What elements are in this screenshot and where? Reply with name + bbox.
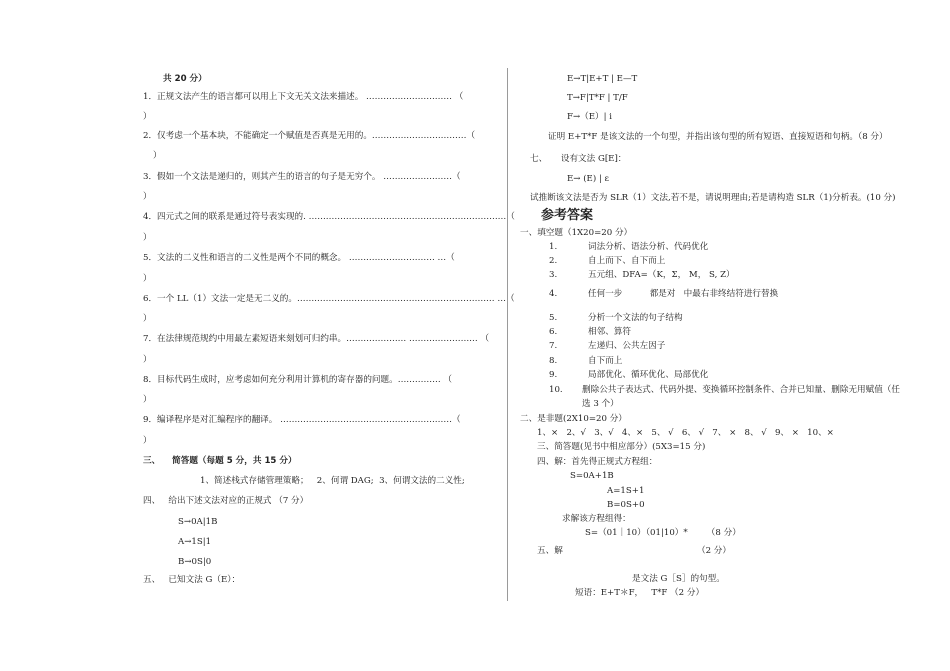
fill-answer-number: 9.	[549, 370, 558, 380]
fill-in-heading: 一、填空题（1X20=20 分）	[520, 228, 633, 238]
q4-equation-b: B=0S+0	[607, 500, 645, 510]
tf-question-4: 4．四元式之间的联系是通过符号表实现的. ……………………………………………………………（	[143, 212, 515, 222]
fill-answer-text: 任何一步 都是对 中最右非终结符进行替换	[588, 289, 779, 299]
short-answer-heading: 三、简答题(见书中相应部分）(5X3=15 分)	[537, 442, 706, 452]
grammar-rule-b: B→0S|0	[178, 557, 212, 567]
section-3-heading: 三、 简答题（每题 5 分，共 15 分）	[143, 456, 297, 466]
tf-question-2: 2．仅考虑一个基本块，不能确定一个赋值是否真是无用的。……………………………（	[143, 131, 476, 141]
column-divider	[507, 68, 508, 601]
q5-score: （2 分）	[697, 546, 731, 556]
q5-answer-heading: 五、解	[537, 546, 563, 556]
fill-answer-number: 2.	[549, 256, 558, 266]
fill-answer-text: 删除公共子表达式、代码外提、变换循环控制条件、合并已知量、删除无用赋值（任	[582, 385, 900, 395]
tf-question-9-close: ）	[143, 436, 152, 446]
grammar-rule-a: A→1S|1	[178, 537, 212, 547]
fill-answer-text: 相邻、算符	[588, 327, 631, 337]
tf-question-1-close: ）	[143, 112, 152, 122]
fill-answer-text: 自下而上	[588, 356, 623, 366]
grammar-rule-s: S→0A|1B	[178, 517, 218, 527]
tf-question-9: 9．编译程序是对汇编程序的翻译。 ……………………………………………………（	[143, 415, 461, 425]
fill-answer-number: 5.	[549, 313, 558, 323]
question-5-text: 证明 E+T*F 是该文法的一个句型，并指出该句型的所有短语、直接短语和句柄。（8 分）	[548, 132, 888, 142]
question-7-heading: 七、 设有文法 G[E]：	[530, 154, 627, 164]
fill-answer-text: 自上而下、自下而上	[588, 256, 666, 266]
tf-question-2-close: ）	[153, 151, 162, 161]
fill-answer-number: 3.	[549, 270, 558, 280]
tf-question-8: 8．目标代码生成时，应考虑如何充分利用计算机的寄存器的问题。…………… （	[143, 375, 452, 385]
fill-answer-number: 8.	[549, 356, 558, 366]
section-intro: 共 20 分）	[163, 74, 207, 84]
section-4-heading: 四、 给出下述文法对应的正规式 （7 分）	[143, 496, 309, 506]
tf-question-6: 6．一个 LL（1）文法一定是无二义的。…………………………………………………………… …（	[143, 294, 515, 304]
q4-solve-text: 求解该方程组得：	[562, 514, 631, 524]
answers-title: 参考答案	[541, 208, 594, 223]
fill-answer-number: 4.	[549, 289, 558, 299]
fill-answer-number: 7.	[549, 341, 558, 351]
fill-answer-number: 1.	[549, 242, 558, 252]
tf-question-6-close: ）	[143, 314, 152, 324]
question-7-body: 试推断该文法是否为 SLR（1）文法,若不是，请说明理由;若是请构造 SLR（1)分析表。(10 分)	[530, 193, 896, 203]
fill-answer-continued: 选 3 个）	[582, 399, 619, 409]
grammar-line-t: T→F|T*F | T/F	[567, 93, 628, 103]
tf-question-5-close: ）	[143, 274, 152, 284]
true-false-answers: 1、× 2、√ 3、√ 4、× 5、 √ 6、 √ 7、 × 8、 √ 9、 × 10、×	[537, 428, 834, 438]
q5-phrases: 短语：E+T＊F， T*F （2 分）	[575, 588, 705, 598]
fill-answer-text: 局部优化、循环优化、局部优化	[588, 370, 709, 380]
tf-question-4-close: ）	[143, 233, 152, 243]
grammar-line-e: E→T|E+T | E—T	[567, 74, 638, 84]
fill-answer-text: 词法分析、语法分析、代码优化	[588, 242, 709, 252]
tf-question-3-close: ）	[143, 192, 152, 202]
fill-answer-number: 6.	[549, 327, 558, 337]
q4-equation-s: S=0A+1B	[570, 471, 614, 481]
true-false-heading: 二、是非题(2X10=20 分）	[520, 414, 627, 424]
tf-question-1: 1．正规文法产生的语言都可以用上下文无关文法来描述。 ………………………… （	[143, 92, 464, 102]
tf-question-7: 7．在法律规范规约中用最左素短语来刻划可归约串。………………… …………………… （	[143, 334, 490, 344]
question-7-rule: E→ (E) | ε	[567, 174, 609, 184]
q4-answer-heading: 四、解：首先得正规式方程组：	[537, 457, 658, 467]
q4-result: S=（01｜10）（01|10）* （8 分）	[585, 528, 741, 538]
tf-question-3: 3．假如一个文法是递归的，则其产生的语言的句子是无穷个。 ……………………（	[143, 172, 461, 182]
tf-question-5: 5．文法的二义性和语言的二义性是两个不同的概念。 ………………………… …（	[143, 253, 455, 263]
fill-answer-text: 五元组、DFA=（K，Σ， M， S, Z）	[588, 270, 735, 280]
fill-answer-text: 左递归、公共左因子	[588, 341, 666, 351]
fill-answer-text: 分析一个文法的句子结构	[588, 313, 683, 323]
section-3-body: 1、简述栈式存储管理策略； 2、何谓 DAG; 3、何谓文法的二义性;	[200, 476, 465, 486]
grammar-line-f: F→（E）| i	[567, 112, 612, 122]
fill-answer-number: 10.	[549, 385, 563, 395]
q4-equation-a: A=1S+1	[607, 486, 645, 496]
tf-question-8-close: ）	[143, 395, 152, 405]
q5-sentence: 是文法 G［S］的句型。	[632, 574, 725, 584]
section-5-heading: 五、 已知文法 G（E）：	[143, 575, 241, 585]
tf-question-7-close: ）	[143, 355, 152, 365]
